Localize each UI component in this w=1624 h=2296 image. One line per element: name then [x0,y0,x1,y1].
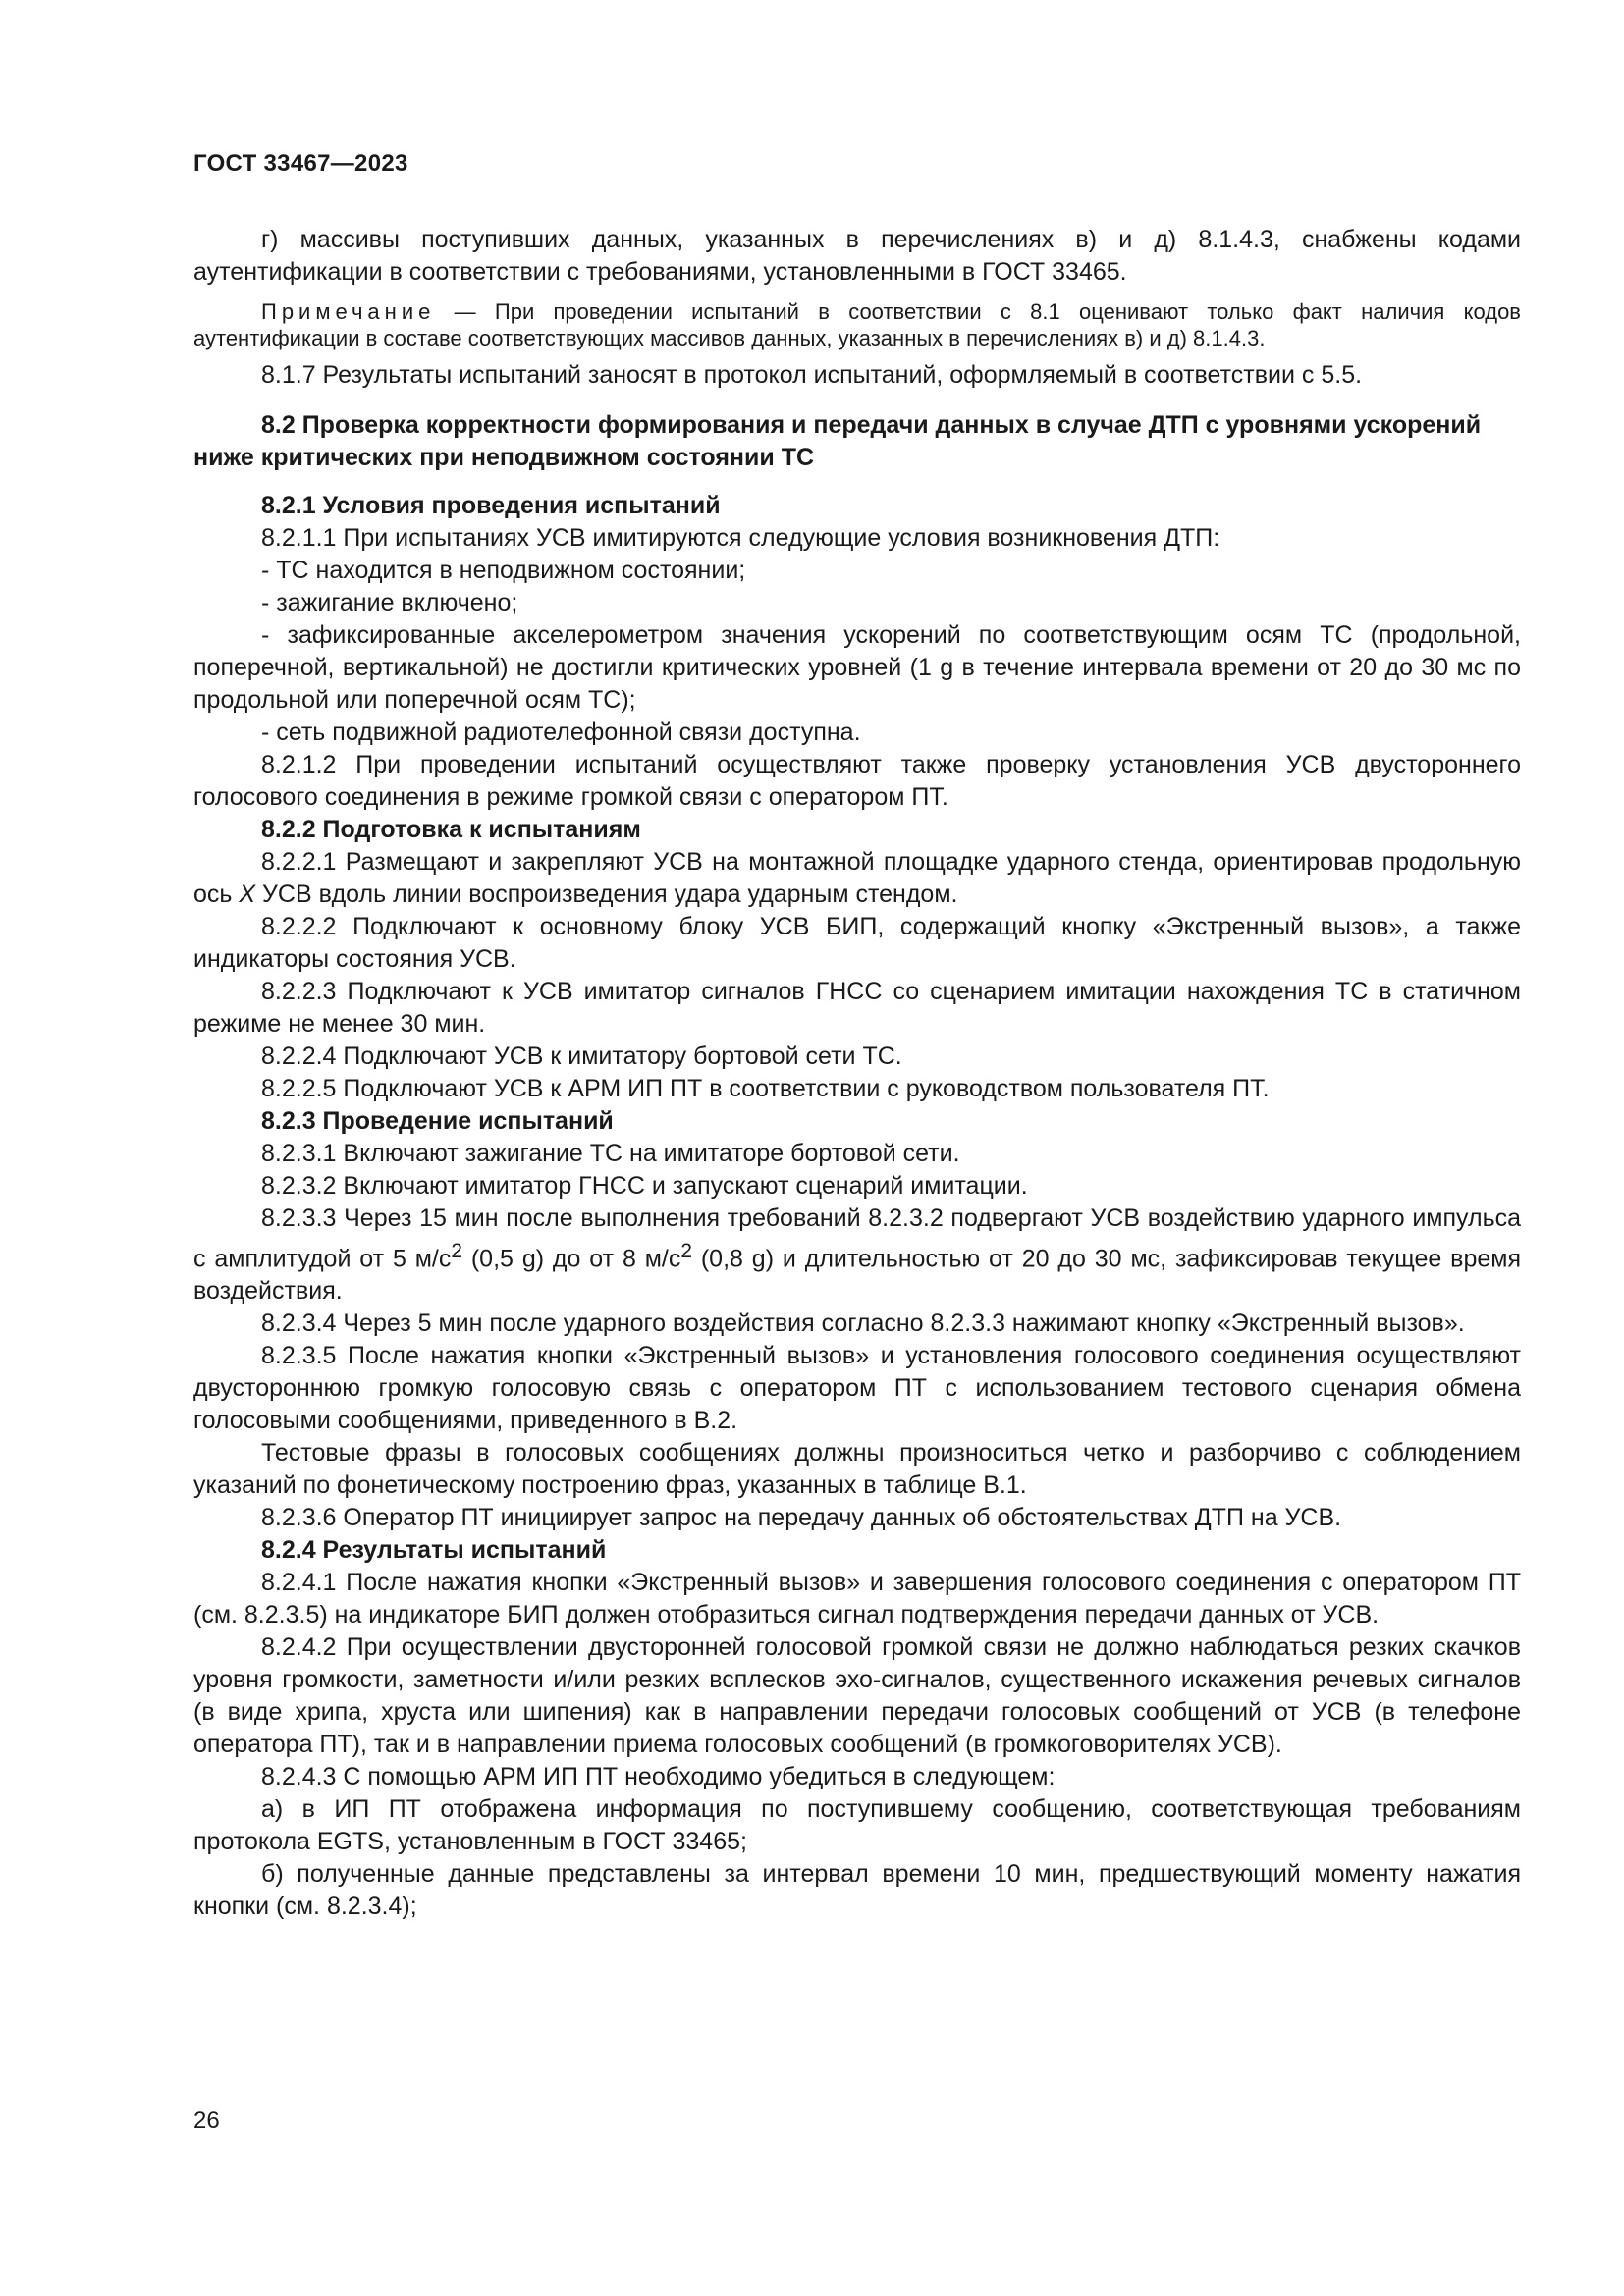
paragraph-8-2-4-3: 8.2.4.3 С помощью АРМ ИП ПТ необходимо убедиться в следующем: [261,1763,1056,1791]
list-item: - сеть подвижной радиотелефонной связи доступна. [261,719,861,746]
page-number: 26 [193,2108,220,2134]
subheading-8-2-4: 8.2.4 Результаты испытаний [261,1536,607,1565]
note-label: Примечание [261,299,436,324]
paragraph-8-2-4-2: 8.2.4.2 При осуществлении двусторонней голосовой громкой связи не должно наблюдаться резких скачков уровня громкости, заметности и/или резких всплесков эхо-сигналов, существенного искажения речевых сигналов (в виде хрипа, хруста или шипения) как в направлении передачи голосовых сообщений от УСВ (в телефоне оператора ПТ), так и в направлении приема голосовых сообщений (в громкоговорителях УСВ). [193,1633,1521,1759]
paragraph-8-2-2-3: 8.2.2.3 Подключают к УСВ имитатор сигналов ГНСС со сценарием имитации нахождения ТС в статичном режиме не менее 30 мин. [193,978,1521,1038]
text-run: 8.2.3.3 Через 15 мин после выполнения требований 8.2.3.2 подвергают УСВ воздействию ударного импульса с амплитудой от 5 м/с [193,1204,1521,1273]
list-item: - зафиксированные акселерометром значения ускорений по соответствующим осям ТС (продольной, поперечной, вертикальной) не достигли критических уровней (1 g в течение интервала времени от 20 до 30 мс по продольной или поперечной осям ТС); [193,621,1521,714]
paragraph-8-2-1-2: 8.2.1.2 При проведении испытаний осуществляют также проверку установления УСВ двустороннего голосового соединения в режиме громкой связи с оператором ПТ. [193,751,1521,811]
superscript: 2 [680,1240,692,1262]
paragraph-8-2-2-5: 8.2.2.5 Подключают УСВ к АРМ ИП ПТ в соответствии с руководством пользователя ПТ. [261,1075,1270,1102]
paragraph-8-2-2-2: 8.2.2.2 Подключают к основному блоку УСВ БИП, содержащий кнопку «Экстренный вызов», а также индикаторы состояния УСВ. [193,913,1521,973]
document-body [193,224,1521,1923]
subheading-8-2-2: 8.2.2 Подготовка к испытаниям [261,816,641,843]
text-run: (0,8 g) и длительностью от 20 до 30 мс, зафиксировав текущее время воздействия. [193,1245,1521,1306]
paragraph-8-2-2-1 [193,846,1521,911]
document-header: ГОСТ 33467—2023 [193,150,408,177]
paragraph-8-2-3-6: 8.2.3.6 Оператор ПТ инициирует запрос на передачу данных об обстоятельствах ДТП на УСВ. [261,1504,1342,1532]
text-run: УСВ вдоль линии воспроизведения удара ударным стендом. [255,881,958,908]
list-item-a: а) в ИП ПТ отображена информация по поступившему сообщению, соответствующая требованиям протокола EGTS, установленным в ГОСТ 33465; [193,1795,1521,1856]
paragraph-8-2-3-3 [193,1202,1521,1308]
paragraph-8-2-1-1: 8.2.1.1 При испытаниях УСВ имитируются следующие условия возникновения ДТП: [261,524,1220,552]
list-item: - зажигание включено; [261,589,518,616]
superscript: 2 [451,1240,462,1262]
paragraph-8-1-7: 8.1.7 Результаты испытаний заносят в протокол испытаний, оформляемый в соответствии с 5.5. [261,361,1363,389]
paragraph-g: г) массивы поступивших данных, указанных в перечислениях в) и д) 8.1.4.3, снабжены кодами аутентификации в соответствии с требованиями, установленными в ГОСТ 33465. [193,226,1521,286]
list-item: - ТС находится в неподвижном состоянии; [261,557,746,584]
paragraph-8-2-4-1: 8.2.4.1 После нажатия кнопки «Экстренный вызов» и завершения голосового соединения с оператором ПТ (см. 8.2.3.5) на индикаторе БИП должен отобразиться сигнал подтверждения передачи данных от УСВ. [193,1569,1521,1629]
text-run: 8.2.2.1 Размещают и закрепляют УСВ на монтажной площадке ударного стенда, ориентировав продольную ось [193,848,1521,908]
subheading-8-2-1: 8.2.1 Условия проведения испытаний [261,492,721,519]
paragraph-8-2-3-5: 8.2.3.5 После нажатия кнопки «Экстренный вызов» и установления голосового соединения осуществляют двустороннюю громкую голосовую связь с оператором ПТ с использованием тестового сценария обмена голосовыми сообщениями, приведенного в В.2. [193,1342,1521,1435]
paragraph-8-2-3-2: 8.2.3.2 Включают имитатор ГНСС и запускают сценарий имитации. [261,1172,1028,1200]
paragraph-8-2-3-4: 8.2.3.4 Через 5 мин после ударного воздействия согласно 8.2.3.3 нажимают кнопку «Экстренный вызов». [261,1309,1465,1338]
axis-symbol: X [239,881,256,908]
note [193,298,1521,351]
paragraph-test-phrases: Тестовые фразы в голосовых сообщениях должны произноситься четко и разборчиво с соблюдением указаний по фонетическому построению фраз, указанных в таблице В.1. [193,1439,1521,1500]
text-run: (0,5 g) до от 8 м/с [461,1245,681,1273]
subheading-8-2-3: 8.2.3 Проведение испытаний [261,1107,614,1135]
note-text: — При проведении испытаний в соответствии с 8.1 оценивают только факт наличия кодов аутентификации в составе соответствующих массивов данных, указанных в перечислениях в) и д) 8.1.4.3. [193,299,1521,350]
paragraph-8-2-3-1: 8.2.3.1 Включают зажигание ТС на имитаторе бортовой сети. [261,1140,960,1167]
list-item-b: б) полученные данные представлены за интервал времени 10 мин, предшествующий моменту нажатия кнопки (см. 8.2.3.4); [193,1860,1521,1921]
paragraph-8-2-2-4: 8.2.2.4 Подключают УСВ к имитатору бортовой сети ТС. [261,1042,902,1070]
section-heading-8-2: 8.2 Проверка корректности формирования и передачи данных в случае ДТП с уровнями ускорений ниже критических при неподвижном состоянии ТС [193,411,1482,471]
